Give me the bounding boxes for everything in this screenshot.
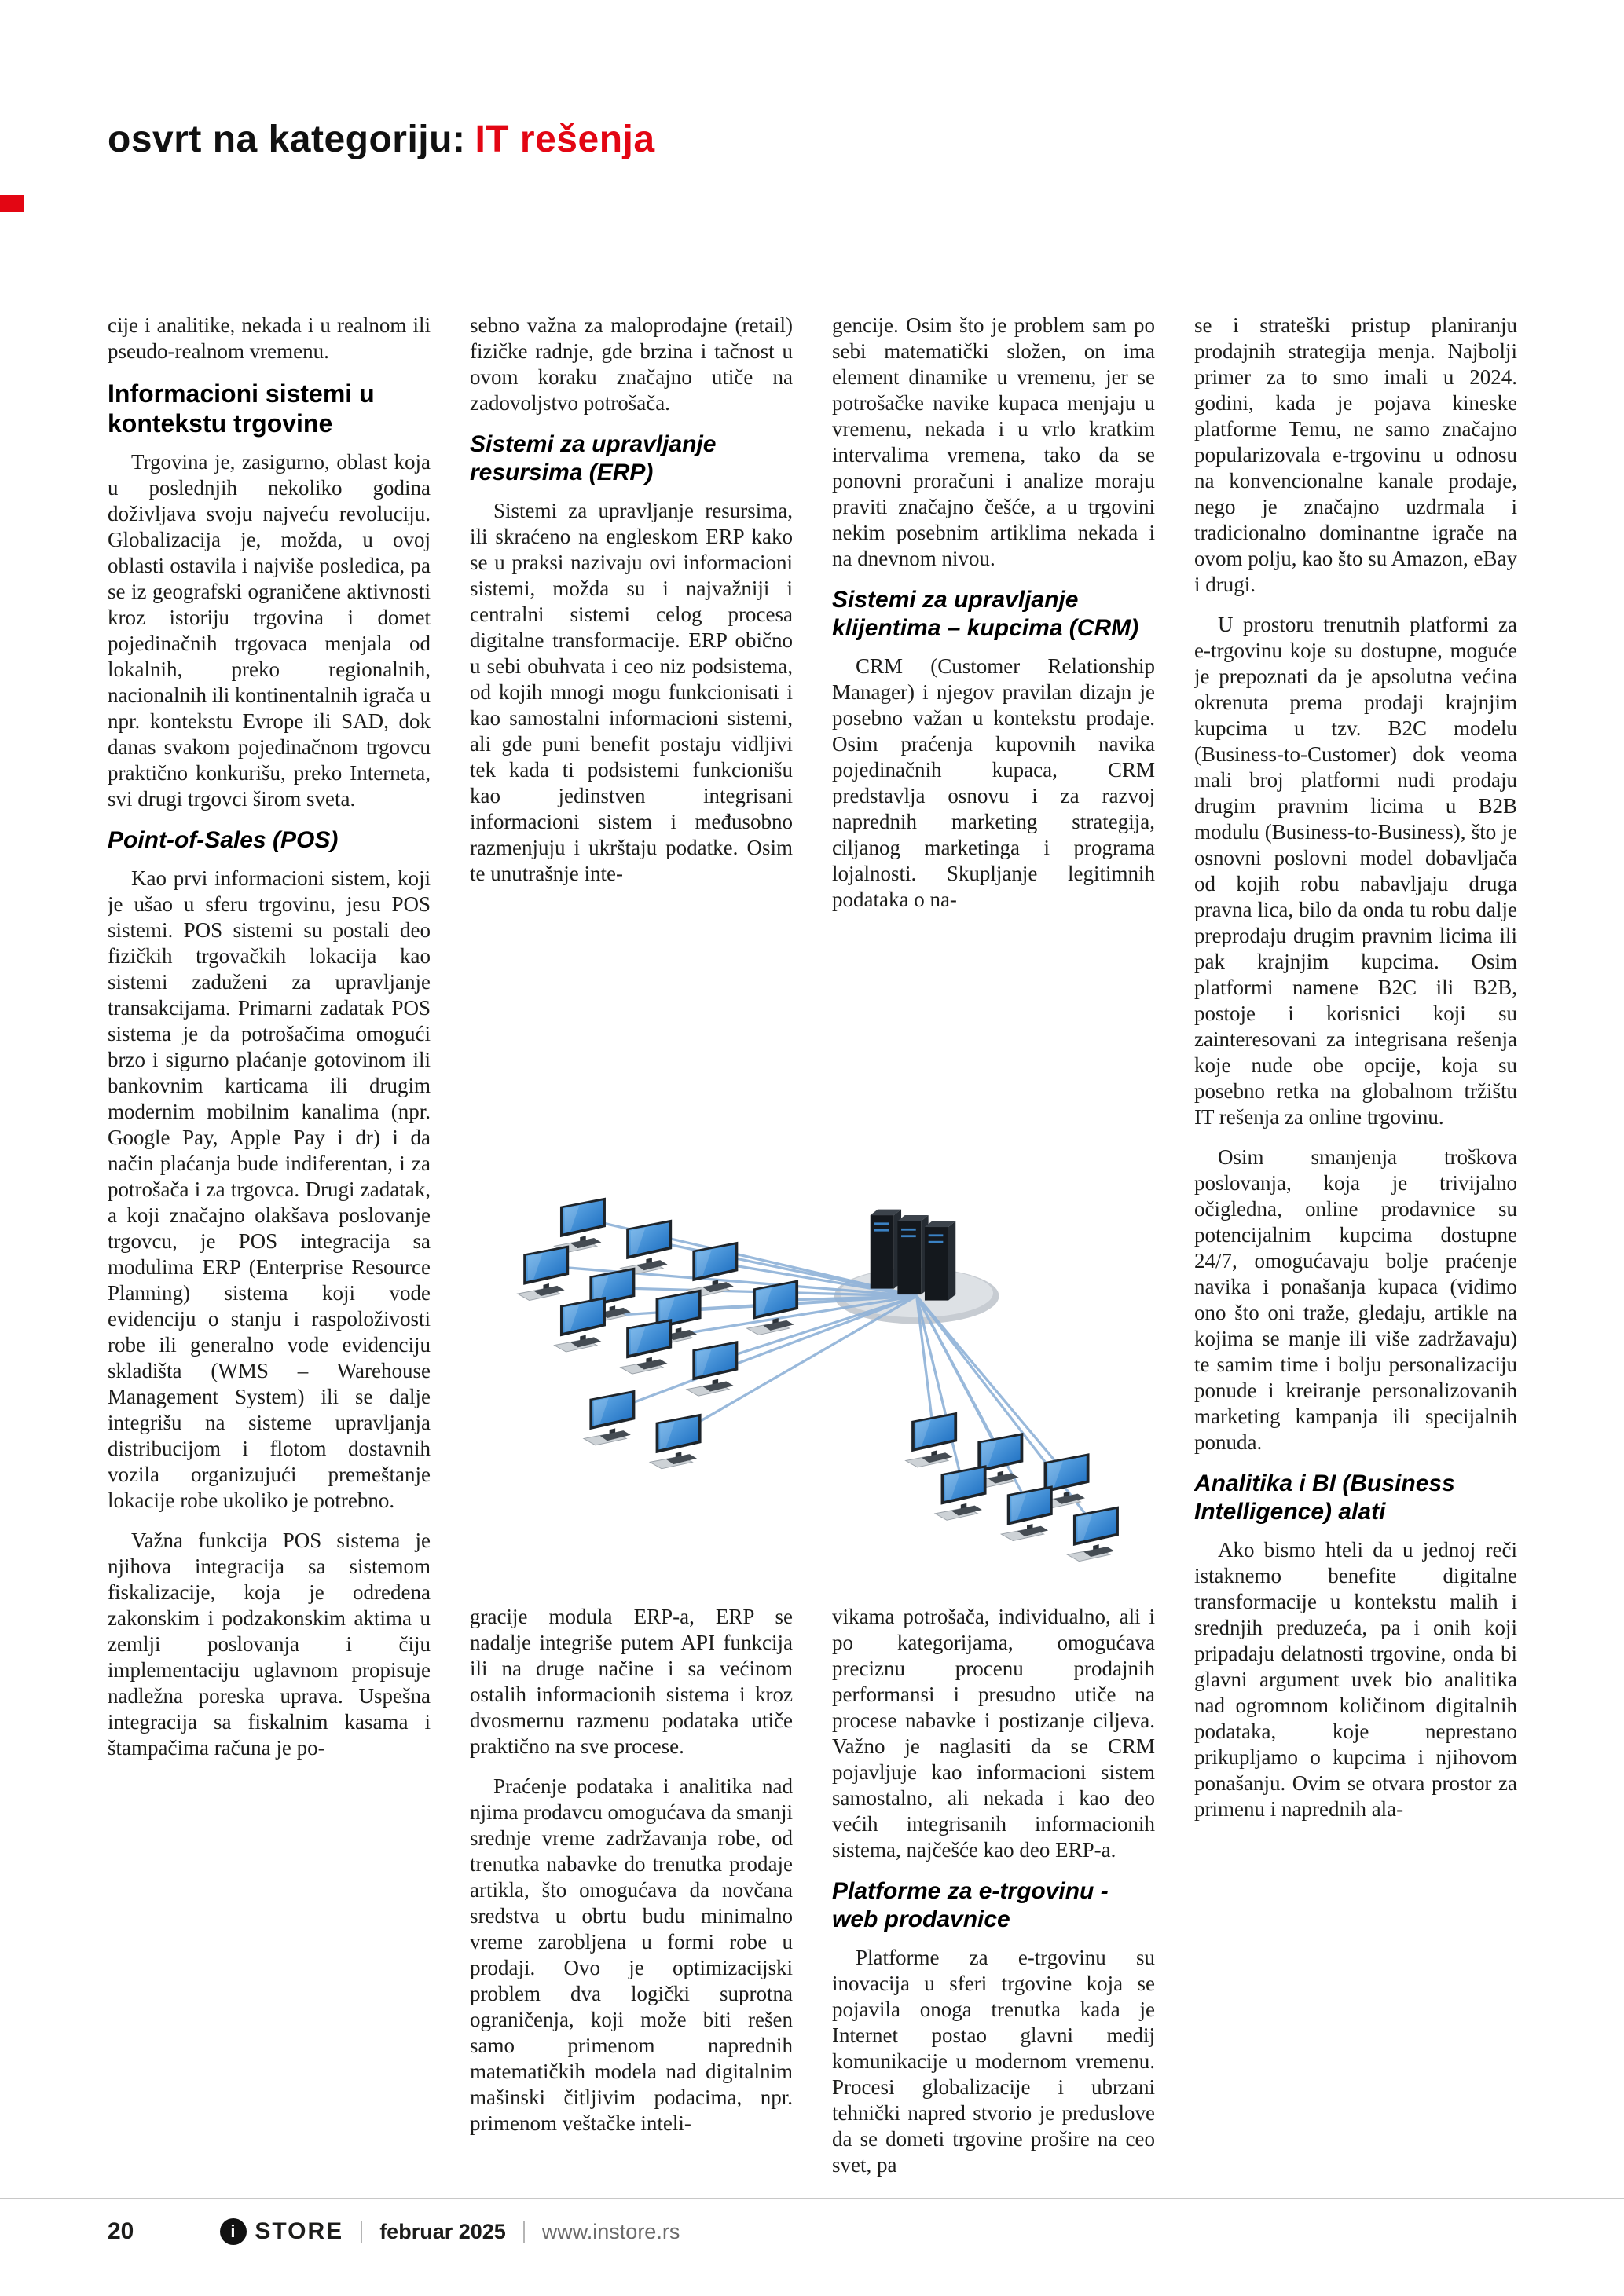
article-column-1	[108, 313, 431, 2195]
text-block: vikama potrošača, individualno, ali i po kategorijama, omogućava preciznu procenu prodajnih performansi i presudno utiče na procese nabavke i postizanje ciljeva. Važno je naglasiti da se CRM pojavljuje kao informacioni sistem samostalno, ali nekada i kao deo većih integrisanih informacionih sistema, najčešće kao deo ERP-a.	[832, 1605, 1155, 1862]
page-edge-marker	[0, 195, 24, 212]
section-heading: Sistemi za upravljanje resursima (ERP)	[470, 431, 717, 485]
text-block: Kao prvi informacioni sistem, koji je ušao u sferu trgovinu, jesu POS sistemi. POS sistemi su postali deo fizičkih trgovačkih lokacija kao sistemi zaduženi za upravljanje transakcijama. Primarni zadatak POS sistema je da potrošačima omogući brzo i sigurno plaćanje gotovinom ili bankovnim karticama ili drugim modernim mobilnim kanalima (npr. Google Pay, Apple Pay i dr) i da način plaćanja bude indiferentan, i za potrošača i za trgovca. Drugi zadatak, a koji značajno olakšava poslovanje trgovcu, je POS integracija sa modulima ERP (Enterprise Resource Planning) sistema koji vode evidenciju o stanju i raspoloživosti robe ili generalno vode evidenciju skladišta (WMS – Warehouse Management System) ili se dalje integrišu na sisteme upravljanja distribucijom i flotom dostavnih vozila organizujući premeštanje lokacije robe ukoliko je potrebno.	[108, 866, 431, 1512]
text-block: se i strateški pristup planiranju prodajnih strategija menja. Najbolji primer za to smo imali u 2024. godini, kada je pojava kineske platforme Temu, ne samo značajno popularizovala e-trgovinu u odnosu na konvencionalne kanale prodaje, nego je značajno uzdrmala i tradicionalno dominantne igrače na ovom polju, kao što su Amazon, eBay i drugi.	[1194, 313, 1517, 596]
article-column-3-bottom	[832, 1604, 1155, 2195]
text-block: Važna funkcija POS sistema je njihova integracija sa sistemom fiskalizacije, koja je određena zakonskim i podzakonskim aktima u zemlji poslovanja i čiju implementaciju uglavnom propisuje nadležna poreska uprava. Uspešna integracija sa fiskalnim kasama i štampačima računa je po-	[108, 1529, 431, 1760]
website-url: www.instore.rs	[541, 2219, 680, 2243]
text-block: CRM (Customer Relationship Manager) i njegov pravilan dizajn je posebno važan u kontekstu prodaje. Osim praćenja kupovnih navika pojedinačnih kupaca, CRM predstavlja osnovu i za razvoj naprednih marketing strategija, ciljanog marketinga i programa lojalnosti. Skupljanje legitimnih podataka o na-	[832, 654, 1155, 911]
text-block: cije i analitike, nekada i u realnom ili pseudo-realnom vremenu.	[108, 313, 431, 363]
text-block: gencije. Osim što je problem sam po sebi matematički složen, on ima element dinamike u vremenu, jer se potrošačke navike kupaca menjaju u vremenu, nekada i u vrlo kratkim intervalima vremena, tako da se ponovni proračuni i analize moraju praviti značajno češće, a u trgovini nekim posebnim artiklima nekada i na dnevnom nivou.	[832, 313, 1155, 570]
section-heading: Sistemi za upravljanje klijentima – kupcima (CRM)	[832, 587, 1139, 641]
section-heading: Platforme za e-trgovinu - web prodavnice	[832, 1878, 1109, 1932]
text-block: Platforme za e-trgovinu su inovacija u sferi trgovine koja se pojavila onoga trenutka kada je Internet postao glavni medij komunikacije u modernom vremenu. Procesi globalizacije i ubrzani tehnički napred stvorio je preduslove da se dometi trgovine prošire na ceo svet, pa	[832, 1946, 1155, 2177]
instore-logo-icon: i	[220, 2218, 247, 2245]
category-accent-label: IT rešenja	[475, 119, 655, 160]
text-block: sebno važna za maloprodajne (retail) fizičke radnje, gde brzina i tačnost u ovom koraku značajno utiče na zadovoljstvo potrošača.	[470, 313, 793, 415]
footer-separator	[523, 2221, 525, 2243]
text-block: Praćenje podataka i analitika nad njima prodavcu omogućava da smanji srednje vreme zadržavanja robe, od trenutka nabavke do trenutka prodaje artikla, što omogućava da novčana sredstva u obrtu budu minimalno vreme zarobljena u formi robe u prodaji. Ovo je optimizacijski problem dva logički suprotna ograničenja, koji može biti rešen samo primenom naprednih matematičkih modela nad digitalnim mašinski čitljivim podacima, npr. primenom veštačke inteli-	[470, 1774, 793, 2135]
brand-logo	[220, 2218, 343, 2245]
text-block: Osim smanjenja troškova poslovanja, koja je trivijalno očigledna, online prodavnice su potencijalnim kupcima dostupne 24/7, omogućavaju bolje praćenje navika i ponašanja kupaca (vidimo ono što oni traže, gledaju, artikle na kojima se manje ili više zadržavaju) te samim time i bolju personalizaciju ponude i kreiranje personalizovanih marketing kampanja ili specijalnih ponuda.	[1194, 1145, 1517, 1454]
network-illustration-svg	[503, 1153, 1186, 1609]
brand-name: STORE	[255, 2218, 344, 2244]
article-column-2-top	[470, 313, 793, 1136]
section-heading: Point-of-Sales (POS)	[108, 827, 339, 853]
article-column-4	[1194, 313, 1517, 2195]
section-heading: Informacioni sistemi u kontekstu trgovine	[108, 379, 375, 438]
text-block: Trgovina je, zasigurno, oblast koja u poslednjih nekoliko godina doživljava svoju najveću revoluciju. Globalizacija je, možda, u ovoj oblasti ostavila i najviše posledica, pa se iz geografski ograničene aktivnosti kroz istoriju trgovina i domet pojedinačnih trgovaca menjala od lokalnih, preko regionalnih, nacionalnih ili kontinentalnih igrača u npr. kontekstu Evrope ili SAD, dok danas svakom pojedinačnom trgovcu praktično konkurišu, preko Interneta, svi drugi trgovci širom sveta.	[108, 450, 431, 811]
issue-date: februar 2025	[379, 2219, 506, 2243]
footer-separator	[361, 2221, 362, 2243]
category-label: osvrt na kategoriju:	[108, 119, 466, 160]
network-illustration	[503, 1153, 1186, 1609]
article-column-3-top	[832, 313, 1155, 1136]
page-footer	[108, 2218, 1516, 2245]
text-block: gracije modula ERP-a, ERP se nadalje integriše putem API funkcija ili na druge načine i sa većinom ostalih informacionih sistema i kroz dvosmernu razmenu podataka utiče praktično na sve procese.	[470, 1605, 793, 1758]
category-header	[108, 118, 655, 161]
section-heading: Analitika i BI (Business Intelligence) alati	[1194, 1470, 1455, 1525]
article-column-2-bottom	[470, 1604, 793, 2195]
page-number: 20	[108, 2218, 134, 2244]
text-block: Sistemi za upravljanje resursima, ili skraćeno na engleskom ERP kako se u praksi nazivaju ovi informacioni sistemi, možda su i najvažniji i centralni sistemi celog procesa digitalne transformacije. ERP obično u sebi obuhvata i ceo niz podsistema, od kojih mnogi mogu funkcionisati i kao samostalni informacioni sistemi, ali gde puni benefit postaju vidljivi tek kada ti podsistemi funkcionišu kao jedinstven integrisani informacioni sistem i međusobno razmenjuju i ukrštaju podatke. Osim te unutrašnje inte-	[470, 499, 793, 885]
text-block: Ako bismo hteli da u jednoj reči istaknemo benefite digitalne transformacije u kontekstu malih i srednjih preduzeća, pa i onih koji pripadaju delatnosti trgovine, onda bi glavni argument uvek bio analitika nad ogromnom količinom digitalnih podataka, koje neprestano prikupljamo o kupcima i njihovom ponašanju. Ovim se otvara prostor za primenu i naprednih ala-	[1194, 1538, 1517, 1821]
text-block: U prostoru trenutnih platformi za e-trgovinu koje su dostupne, moguće je prepoznati da je apsolutna većina okrenuta prema prodaji krajnjim kupcima u tzv. B2C modelu (Business-to-Customer) dok veoma mali broj platformi nudi prodaju drugim pravnim licima u B2B modulu (Business-to-Business), što je osnovni poslovni model dobavljača od kojih robu nabavljaju druga pravna lica, bilo da onda tu robu dalje preprodaju drugim pravnim licima ili pak krajnjim kupcima. Osim platformi namene B2C ili B2B, postoje i korisnici koji su zainteresovani za integrisana rešenja koje nude obe opcije, koja su posebno retka na globalnom tržištu IT rešenja za online trgovinu.	[1194, 613, 1517, 1129]
footer-divider	[0, 2198, 1624, 2199]
